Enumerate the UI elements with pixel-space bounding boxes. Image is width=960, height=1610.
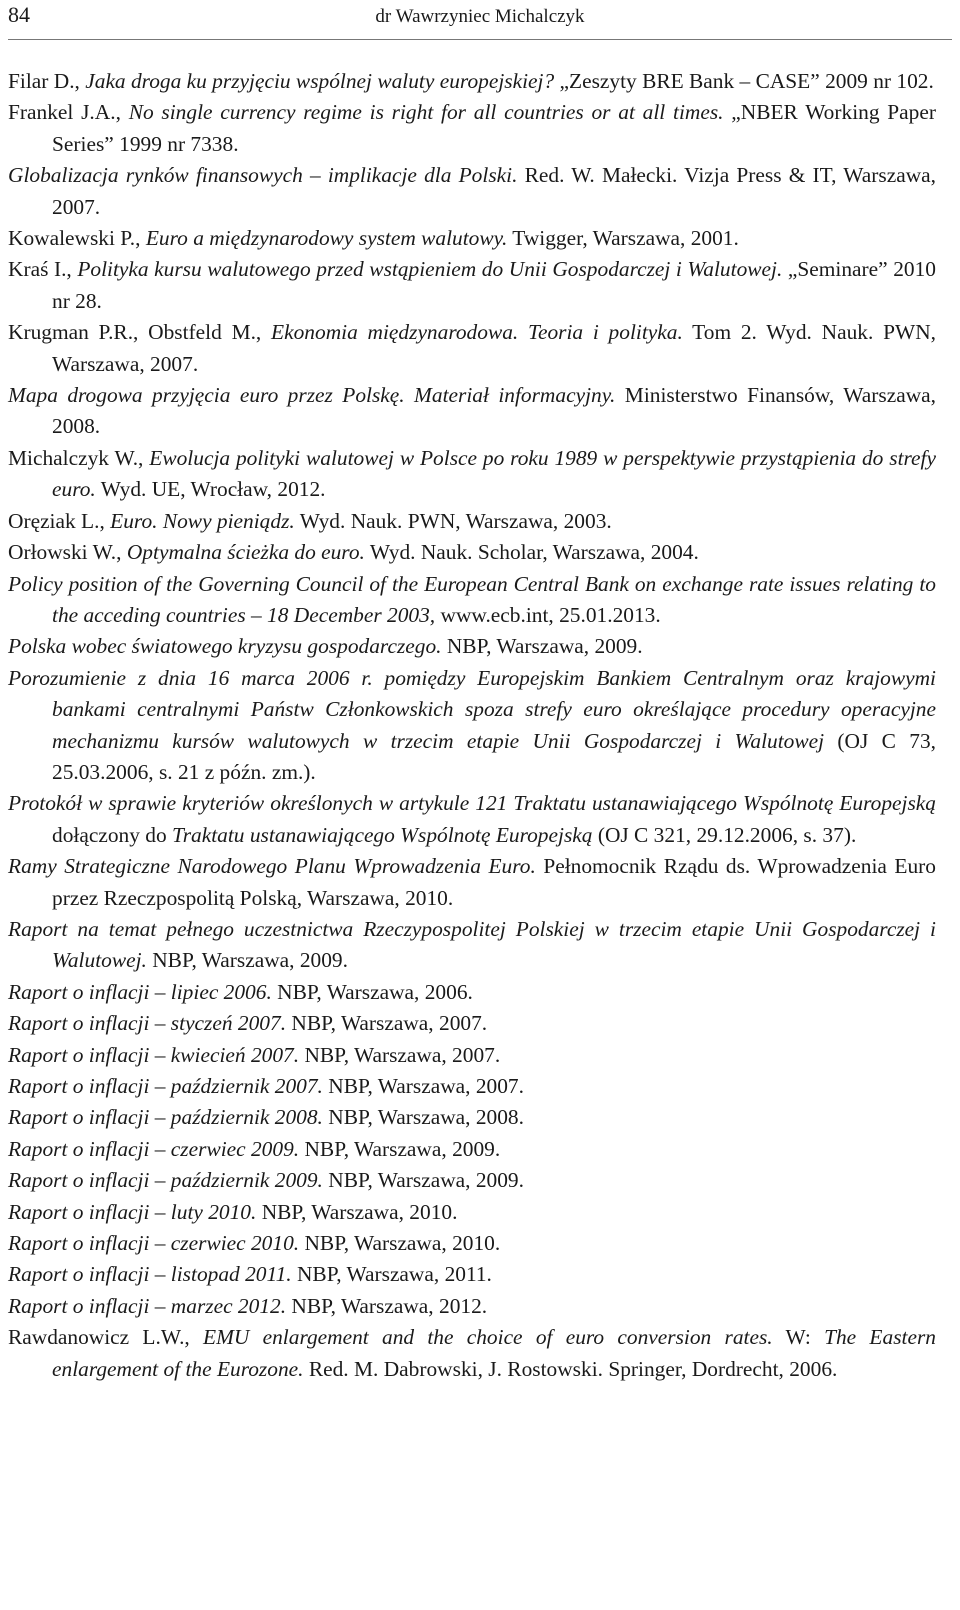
bibliography-entry xyxy=(8,788,936,851)
entry-text: Kraś I., xyxy=(8,257,78,282)
entry-title-text: Raport o inflacji – lipiec 2006. xyxy=(8,979,272,1004)
entry-text: Oręziak L., xyxy=(8,508,111,533)
bibliography-entry xyxy=(8,1228,936,1259)
entry-text: Red. M. Dabrowski, J. Rostowski. Springer, Dordrecht, 2006. xyxy=(303,1356,838,1381)
entry-title-text: Raport o inflacji – luty 2010. xyxy=(8,1199,257,1224)
entry-text: Pełnomocnik Rządu ds. Wprowadzenia Euro przez Rzeczpospolitą Polską, Warszawa, 2010. xyxy=(52,854,936,910)
entry-title-text: Globalizacja rynków finansowych – implikacje dla Polski. xyxy=(8,163,518,188)
entry-text: NBP, Warszawa, 2009. xyxy=(299,1136,501,1161)
entry-title-text: Euro. Nowy pieniądz. xyxy=(110,508,295,533)
entry-text: W: xyxy=(772,1325,825,1350)
entry-text: NBP, Warszawa, 2011. xyxy=(291,1262,492,1287)
entry-text: „Seminare” 2010 nr 28. xyxy=(52,257,936,313)
entry-text: Michalczyk W., xyxy=(8,445,150,470)
bibliography-entry xyxy=(8,914,936,977)
bibliography-entry xyxy=(8,569,936,632)
page-header xyxy=(8,0,952,40)
bibliography-entry xyxy=(8,1165,936,1196)
bibliography-entry xyxy=(8,1134,936,1165)
entry-text: (OJ C 73, 25.03.2006, s. 21 z późn. zm.). xyxy=(52,728,936,784)
entry-text: Filar D., xyxy=(8,69,86,93)
bibliography-entry xyxy=(8,1008,936,1039)
entry-text: Krugman P.R., Obstfeld M., xyxy=(8,320,272,345)
bibliography-entry xyxy=(8,317,936,380)
bibliography-entry xyxy=(8,631,936,662)
entry-title-text: Optymalna ścieżka do euro. xyxy=(126,540,365,565)
entry-text: NBP, Warszawa, 2006. xyxy=(271,979,473,1004)
bibliography-entry xyxy=(8,160,936,223)
entry-title-text: Polityka kursu walutowego przed wstąpieniem do Unii Gospodarczej i Walutowej. xyxy=(77,257,783,282)
entry-text: www.ecb.int, 25.01.2013. xyxy=(435,602,661,627)
bibliography-entry xyxy=(8,1102,936,1133)
entry-title-text: Mapa drogowa przyjęcia euro przez Polskę. Materiał informacyjny. xyxy=(8,383,616,408)
entry-text: Wyd. Nauk. PWN, Warszawa, 2003. xyxy=(294,508,612,533)
entry-text: NBP, Warszawa, 2007. xyxy=(286,1011,488,1036)
entry-title-text: Jaka droga ku przyjęciu wspólnej waluty europejskiej? xyxy=(85,69,555,93)
entry-text: NBP, Warszawa, 2007. xyxy=(322,1074,524,1098)
entry-text: NBP, Warszawa, 2008. xyxy=(322,1105,524,1130)
entry-text: NBP, Warszawa, 2010. xyxy=(256,1199,458,1224)
bibliography-entry xyxy=(8,443,936,506)
bibliography-entry xyxy=(8,851,936,914)
entry-title-text: Ekonomia międzynarodowa. Teoria i polityka. xyxy=(271,320,683,345)
entry-title-text: Porozumienie z dnia 16 marca 2006 r. pomiędzy Europejskim Bankiem Centralnym oraz krajowymi bankami centralnymi Państw Członkowskich spoza strefy euro określające procedury operacyjne mechanizmu kursów walutowych w trzecim etapie Unii Gospodarczej i Walutowej xyxy=(8,665,936,753)
entry-title-text: Raport na temat pełnego uczestnictwa Rzeczypospolitej Polskiej w trzecim etapie Unii Gospodarczej i Walutowej. xyxy=(8,916,936,973)
entry-title-text: Raport o inflacji – marzec 2012. xyxy=(8,1293,287,1318)
entry-title-text: Traktatu ustanawiającego Wspólnotę Europejską xyxy=(172,822,593,847)
entry-text: NBP, Warszawa, 2009. xyxy=(146,948,348,973)
bibliography-entry xyxy=(8,1071,936,1102)
entry-text: Red. W. Małecki. Vizja Press & IT, Warszawa, 2007. xyxy=(52,163,936,219)
bibliography-entry xyxy=(8,1322,936,1385)
entry-text: „NBER Working Paper Series” 1999 nr 7338. xyxy=(52,100,936,156)
entry-title-text: The Eastern enlargement of the Eurozone. xyxy=(52,1325,936,1381)
entry-title-text: Ramy Strategiczne Narodowego Planu Wprowadzenia Euro. xyxy=(8,854,536,879)
entry-title-text: Euro a międzynarodowy system walutowy. xyxy=(145,226,508,251)
bibliography-entry xyxy=(8,977,936,1008)
entry-title-text: No single currency regime is right for all countries or at all times. xyxy=(128,100,724,125)
bibliography-entry xyxy=(8,1197,936,1228)
entry-title-text: Raport o inflacji – październik 2008. xyxy=(8,1105,323,1130)
entry-text: Wyd. UE, Wrocław, 2012. xyxy=(95,477,326,502)
bibliography-entry xyxy=(8,506,936,537)
entry-text: NBP, Warszawa, 2007. xyxy=(299,1042,501,1067)
entry-text: „Zeszyty BRE Bank – CASE” 2009 nr 102. xyxy=(554,69,934,93)
entry-title-text: Raport o inflacji – czerwiec 2010. xyxy=(8,1231,300,1256)
entry-title-text: Policy position of the Governing Council of the European Central Bank on exchange rate issues relating to the acceding countries – 18 December 2003, xyxy=(8,571,936,627)
entry-text: NBP, Warszawa, 2009. xyxy=(322,1168,524,1193)
entry-text: Ministerstwo Finansów, Warszawa, 2008. xyxy=(52,383,936,439)
entry-title-text: Raport o inflacji – czerwiec 2009. xyxy=(8,1136,300,1161)
bibliography-entry xyxy=(8,663,936,789)
entry-text: Orłowski W., xyxy=(8,540,127,565)
bibliography-entry xyxy=(8,1259,936,1290)
bibliography-entry xyxy=(8,380,936,443)
bibliography-entry xyxy=(8,66,936,97)
entry-title-text: Raport o inflacji – styczeń 2007. xyxy=(8,1011,287,1036)
entry-text: Frankel J.A., xyxy=(8,100,129,125)
bibliography-entry xyxy=(8,537,936,568)
entry-title-text: Raport o inflacji – październik 2009. xyxy=(8,1168,323,1193)
entry-text: Twigger, Warszawa, 2001. xyxy=(507,226,739,251)
bibliography-entry xyxy=(8,1291,936,1322)
entry-title-text: EMU enlargement and the choice of euro conversion rates. xyxy=(203,1325,773,1350)
entry-text: dołączony do xyxy=(52,822,172,847)
entry-text: Tom 2. Wyd. Nauk. PWN, Warszawa, 2007. xyxy=(52,320,936,376)
bibliography-entry xyxy=(8,223,936,254)
running-head: dr Wawrzyniec Michalczyk xyxy=(375,6,585,27)
entry-title-text: Raport o inflacji – październik 2007. xyxy=(8,1074,323,1098)
entry-title-text: Raport o inflacji – listopad 2011. xyxy=(8,1262,292,1287)
entry-title-text: Raport o inflacji – kwiecień 2007. xyxy=(8,1042,300,1067)
entry-text: Rawdanowicz L.W., xyxy=(8,1325,204,1350)
entry-text: NBP, Warszawa, 2009. xyxy=(441,634,643,659)
bibliography-entry xyxy=(8,254,936,317)
entry-title-text: Protokół w sprawie kryteriów określonych w artykule 121 Traktatu ustanawiającego Wspólnotę Europejską xyxy=(8,791,936,816)
bibliography-entry xyxy=(8,97,936,160)
bibliography-list xyxy=(8,66,936,1385)
entry-text: Wyd. Nauk. Scholar, Warszawa, 2004. xyxy=(364,540,699,565)
bibliography-entry xyxy=(8,1040,936,1071)
entry-title-text: Polska wobec światowego kryzysu gospodarczego. xyxy=(8,634,442,659)
page-number: 84 xyxy=(8,2,30,27)
entry-title-text: Ewolucja polityki walutowej w Polsce po roku 1989 w perspektywie przystąpienia do strefy euro. xyxy=(52,445,936,502)
header-rule xyxy=(8,39,952,40)
entry-text: NBP, Warszawa, 2012. xyxy=(286,1293,488,1318)
entry-text: (OJ C 321, 29.12.2006, s. 37). xyxy=(592,822,857,847)
entry-text: Kowalewski P., xyxy=(8,226,146,251)
entry-text: NBP, Warszawa, 2010. xyxy=(299,1231,501,1256)
